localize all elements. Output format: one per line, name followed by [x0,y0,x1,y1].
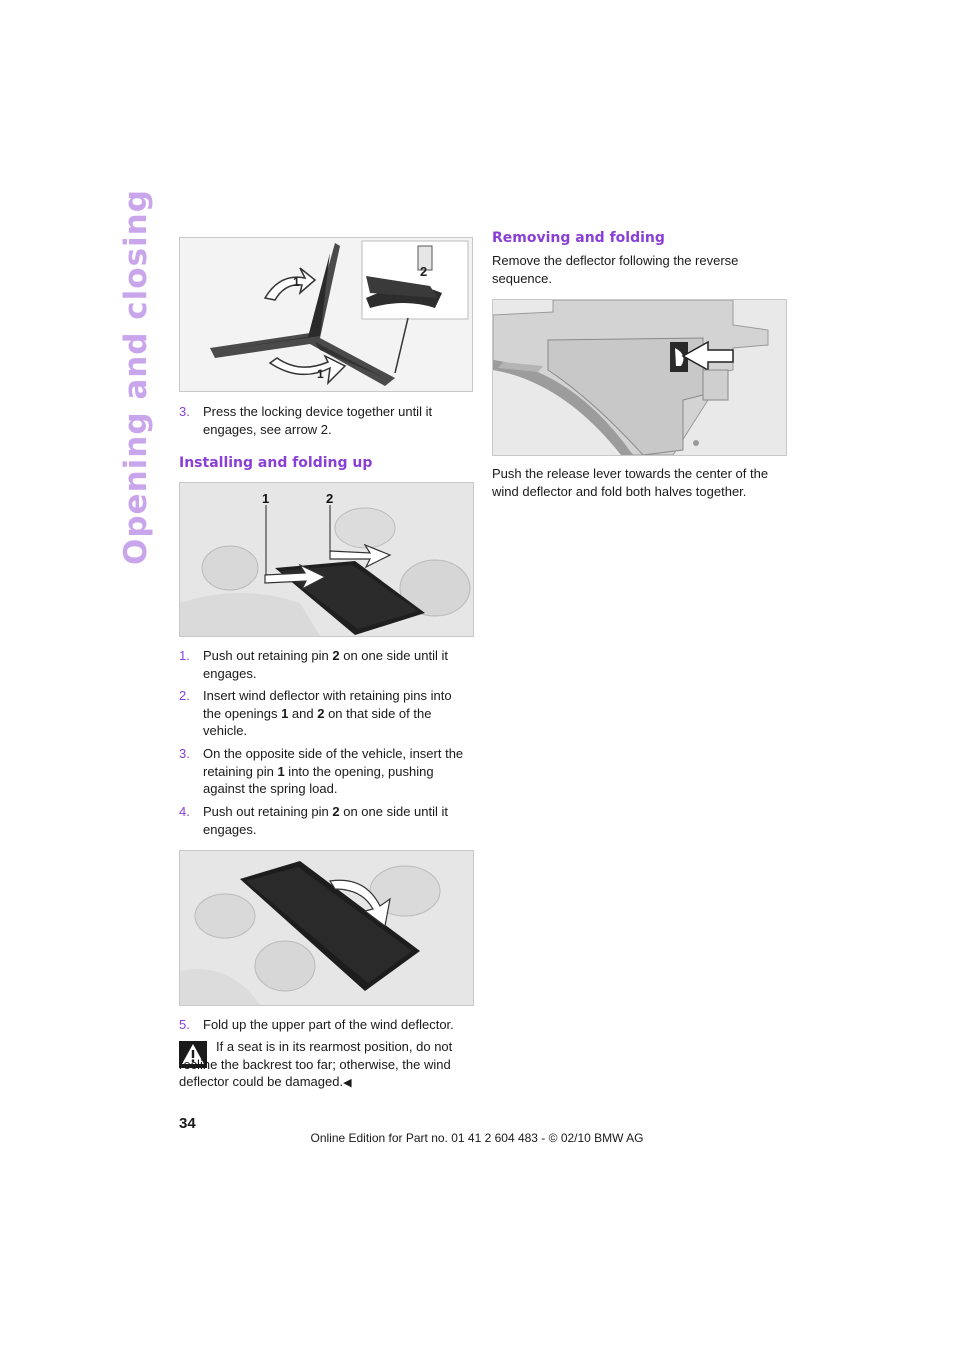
figure-installing-deflector [179,482,474,637]
figure-deflector-unfold-graphic [180,238,472,391]
step-text: Push out retaining pin 2 on one side until it engages. [203,648,449,681]
side-section-title: Opening and closing [118,189,154,565]
fig2-callout-1: 1 [262,491,270,506]
figure-folding-graphic [180,851,473,1005]
step-number: 1. [179,648,190,663]
release-lever-text: Push the release lever towards the center of the wind deflector and fold both halves together. [492,466,769,499]
fig2-callout-2: 2 [326,491,334,506]
figure-installing-graphic [180,483,473,636]
step-number: 5. [179,1017,190,1032]
end-mark-icon: ◀ [343,1077,352,1090]
fig1-callout-1-lower: 1 [317,367,324,381]
fig1-inset-callout-2: 2 [420,264,428,279]
removing-intro: Remove the deflector following the reverse sequence. [492,253,739,286]
figure-release-lever [492,299,787,456]
step-text: Push out retaining pin 2 on one side until it engages. [203,804,449,837]
footer-edition: Online Edition for Part no. 01 41 2 604 483 - © 02/10 BMW AG [310,1131,644,1145]
step-number: 3. [179,404,190,419]
figure-deflector-unfold [179,237,473,392]
step-number: 3. [179,746,190,761]
figure-release-lever-graphic [493,300,786,455]
heading-installing-folding-up: Installing and folding up [179,455,373,471]
heading-removing-folding: Removing and folding [492,230,665,246]
figure-folding-deflector [179,850,474,1006]
step-number: 4. [179,804,190,819]
warning-text: If a seat is in its rearmost position, do not recline the backrest too far; otherwise, the wind deflector could be damaged.◀ [179,1039,453,1090]
step-number: 2. [179,688,190,703]
step-text: On the opposite side of the vehicle, insert the retaining pin 1 into the opening, pushing against the spring load. [203,746,464,797]
step-text: Press the locking device together until it engages, see arrow 2. [203,404,433,437]
page-number: 34 [179,1115,196,1132]
step-text: Fold up the upper part of the wind deflector. [203,1017,454,1032]
step-text: Insert wind deflector with retaining pins into the openings 1 and 2 on that side of the vehicle. [203,688,452,739]
fig1-callout-1: 1 [293,275,300,289]
